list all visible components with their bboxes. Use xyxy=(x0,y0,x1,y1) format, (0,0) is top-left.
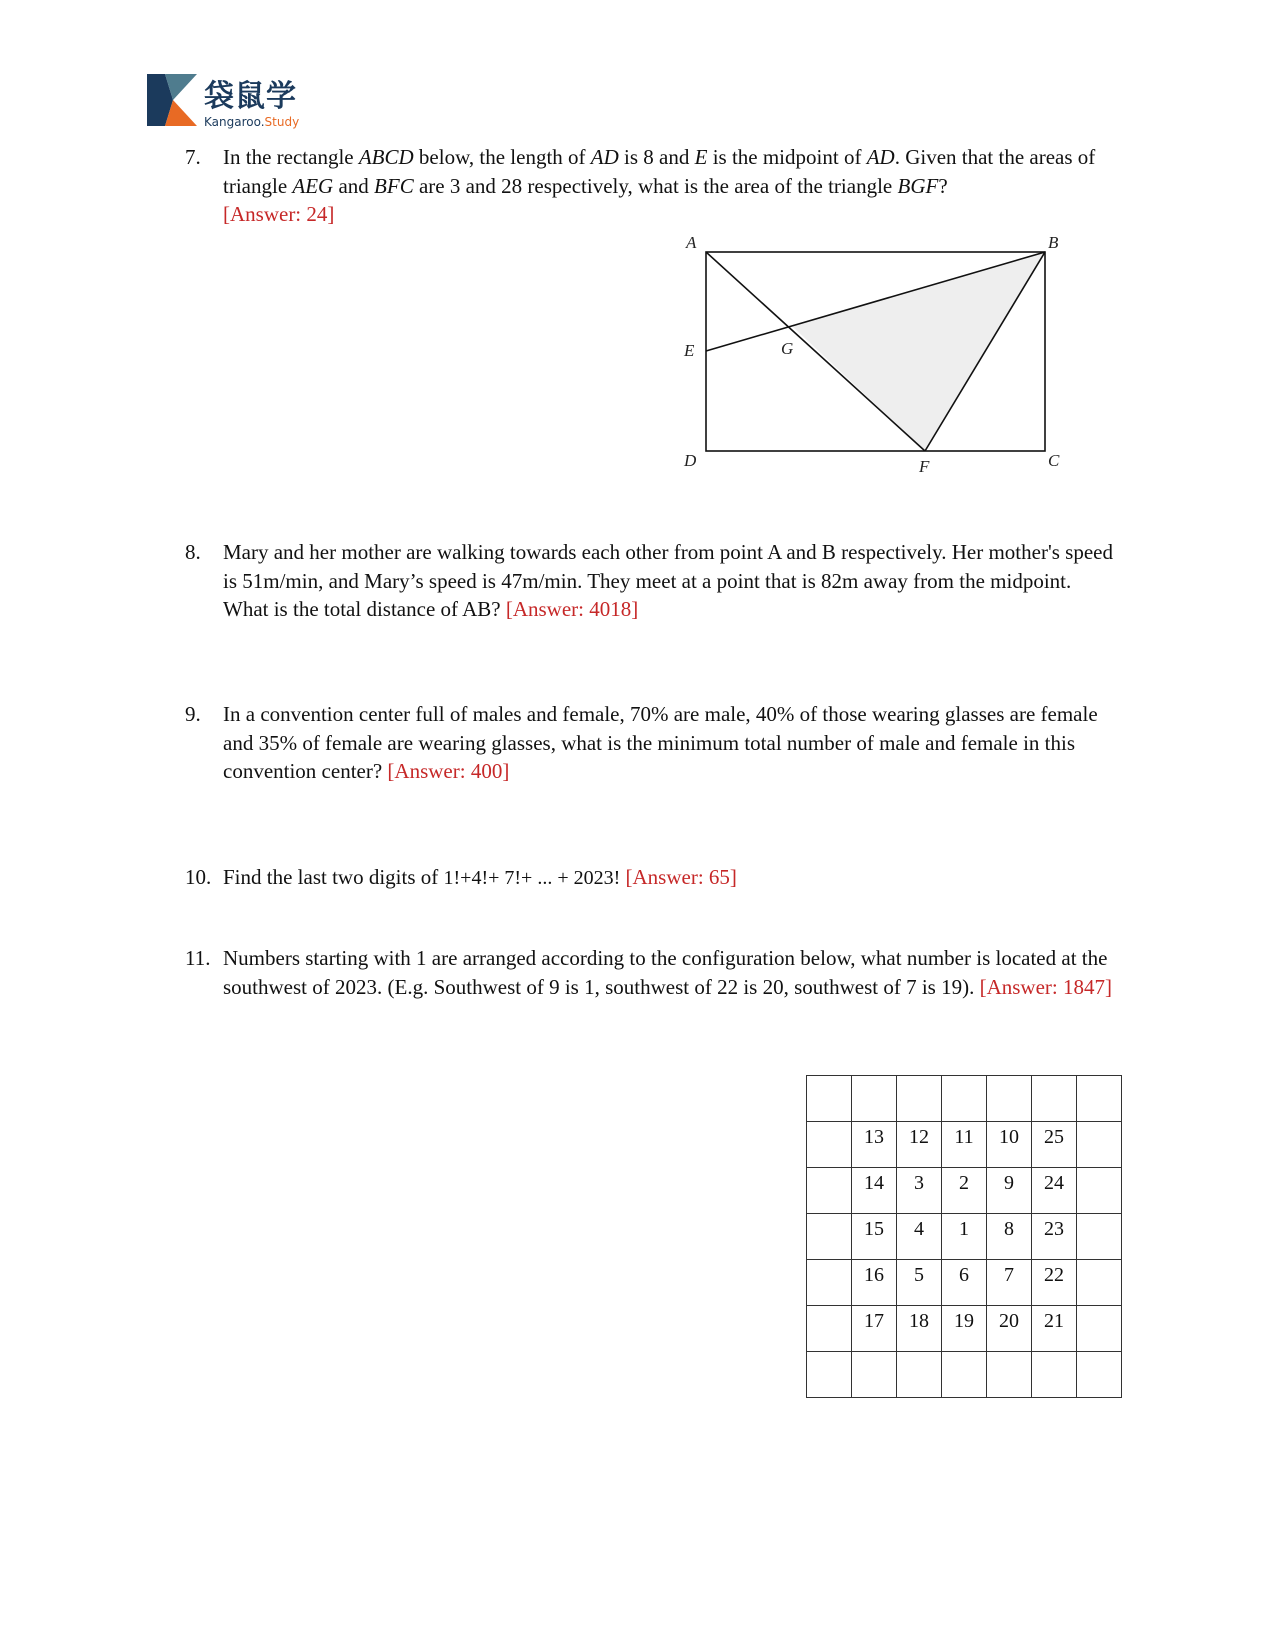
question-9 xyxy=(185,700,1115,786)
grid-cell: 16 xyxy=(852,1260,897,1306)
grid-cell xyxy=(1077,1306,1122,1352)
grid-cell xyxy=(807,1260,852,1306)
question-number: 7. xyxy=(185,145,201,169)
grid-cell xyxy=(1077,1352,1122,1398)
grid-cell xyxy=(1032,1352,1077,1398)
grid-cell: 9 xyxy=(987,1168,1032,1214)
logo-chinese-text: 袋鼠学 xyxy=(204,79,297,114)
grid-cell: 10 xyxy=(987,1122,1032,1168)
grid-cell xyxy=(1077,1076,1122,1122)
shaded-triangle-bgf xyxy=(792,252,1045,451)
grid-cell: 24 xyxy=(1032,1168,1077,1214)
question-text: Numbers starting with 1 are arranged according to the configuration below, what number is located at the southwest of 2023. (E.g. Southwest of 9 is 1, southwest of 22 is 20, southwest of 7 is 19). [Answer: 1847] xyxy=(223,946,1112,999)
grid-row xyxy=(807,1168,1122,1214)
question-10 xyxy=(185,863,1115,893)
grid-cell: 4 xyxy=(897,1214,942,1260)
question-7 xyxy=(185,143,1115,229)
grid-cell: 11 xyxy=(942,1122,987,1168)
answer: [Answer: 400] xyxy=(387,759,510,783)
grid-cell: 21 xyxy=(1032,1306,1077,1352)
grid-cell xyxy=(1077,1168,1122,1214)
kangaroo-logo-icon xyxy=(147,74,199,126)
answer: [Answer: 4018] xyxy=(505,597,639,621)
grid-cell: 20 xyxy=(987,1306,1032,1352)
grid-cell: 3 xyxy=(897,1168,942,1214)
grid-cell xyxy=(807,1122,852,1168)
label-c: C xyxy=(1048,451,1060,470)
grid-cell: 7 xyxy=(987,1260,1032,1306)
label-g: G xyxy=(781,339,794,358)
grid-cell: 13 xyxy=(852,1122,897,1168)
factorial-expression: 1!+4!+ 7!+ ... + 2023! xyxy=(443,867,621,889)
question-number: 10. xyxy=(185,865,212,889)
grid-cell xyxy=(807,1076,852,1122)
answer: [Answer: 65] xyxy=(625,865,737,889)
grid-cell xyxy=(1077,1214,1122,1260)
label-b: B xyxy=(1048,233,1059,252)
grid-row xyxy=(807,1214,1122,1260)
grid-cell: 18 xyxy=(897,1306,942,1352)
grid-cell xyxy=(897,1352,942,1398)
answer: [Answer: 24] xyxy=(223,202,335,226)
grid-cell: 6 xyxy=(942,1260,987,1306)
question-text: Find the last two digits of 1!+4!+ 7!+ ... + 2023! [Answer: 65] xyxy=(223,865,737,889)
grid-cell: 8 xyxy=(987,1214,1032,1260)
grid-cell: 2 xyxy=(942,1168,987,1214)
label-e: E xyxy=(684,341,695,360)
question-text: Mary and her mother are walking towards each other from point A and B respectively. Her mother's speed is 51m/min, and Mary’s speed is 47m/min. They meet at a point that is 82m away from the midpoint. What is the total distance of AB? [Answer: 4018] xyxy=(223,540,1113,621)
grid-cell xyxy=(852,1352,897,1398)
grid-cell xyxy=(807,1306,852,1352)
grid-cell xyxy=(1077,1122,1122,1168)
grid-cell: 25 xyxy=(1032,1122,1077,1168)
grid-cell: 22 xyxy=(1032,1260,1077,1306)
grid-row xyxy=(807,1306,1122,1352)
grid-cell xyxy=(807,1214,852,1260)
grid-cell: 14 xyxy=(852,1168,897,1214)
grid-row xyxy=(807,1122,1122,1168)
grid-cell xyxy=(852,1076,897,1122)
grid-cell xyxy=(942,1352,987,1398)
grid-cell: 23 xyxy=(1032,1214,1077,1260)
grid-cell xyxy=(807,1352,852,1398)
question-text: In a convention center full of males and female, 70% are male, 40% of those wearing glasses are female and 35% of female are wearing glasses, what is the minimum total number of male and female in this convention center? [Answer: 400] xyxy=(223,702,1098,783)
label-d: D xyxy=(684,451,697,470)
question-11 xyxy=(185,944,1115,1001)
grid-cell xyxy=(942,1076,987,1122)
grid-cell: 1 xyxy=(942,1214,987,1260)
question-number: 9. xyxy=(185,702,201,726)
number-spiral-grid xyxy=(806,1075,1122,1398)
grid-cell: 12 xyxy=(897,1122,942,1168)
label-a: A xyxy=(686,233,697,252)
grid-cell xyxy=(897,1076,942,1122)
question-8 xyxy=(185,538,1115,624)
label-f: F xyxy=(919,457,930,476)
grid-cell: 19 xyxy=(942,1306,987,1352)
question-text: In the rectangle ABCD below, the length of AD is 8 and E is the midpoint of AD. Given that the areas of triangle AEG and BFC are 3 and 28 respectively, what is the area of the triangle BGF? [Answer: 24] xyxy=(223,145,1096,226)
question-number: 11. xyxy=(185,946,211,970)
grid-cell xyxy=(987,1076,1032,1122)
grid-cell xyxy=(987,1352,1032,1398)
grid-cell xyxy=(1032,1076,1077,1122)
logo-english-text: Kangaroo.Study xyxy=(204,115,300,129)
answer: [Answer: 1847] xyxy=(979,974,1112,999)
grid-cell xyxy=(1077,1260,1122,1306)
grid-cell: 15 xyxy=(852,1214,897,1260)
grid-cell: 17 xyxy=(852,1306,897,1352)
brand-logo xyxy=(147,74,317,134)
grid-cell xyxy=(807,1168,852,1214)
question-number: 8. xyxy=(185,540,201,564)
rectangle-figure xyxy=(684,233,1120,490)
grid-row xyxy=(807,1260,1122,1306)
grid-row xyxy=(807,1076,1122,1122)
grid-row xyxy=(807,1352,1122,1398)
grid-cell: 5 xyxy=(897,1260,942,1306)
